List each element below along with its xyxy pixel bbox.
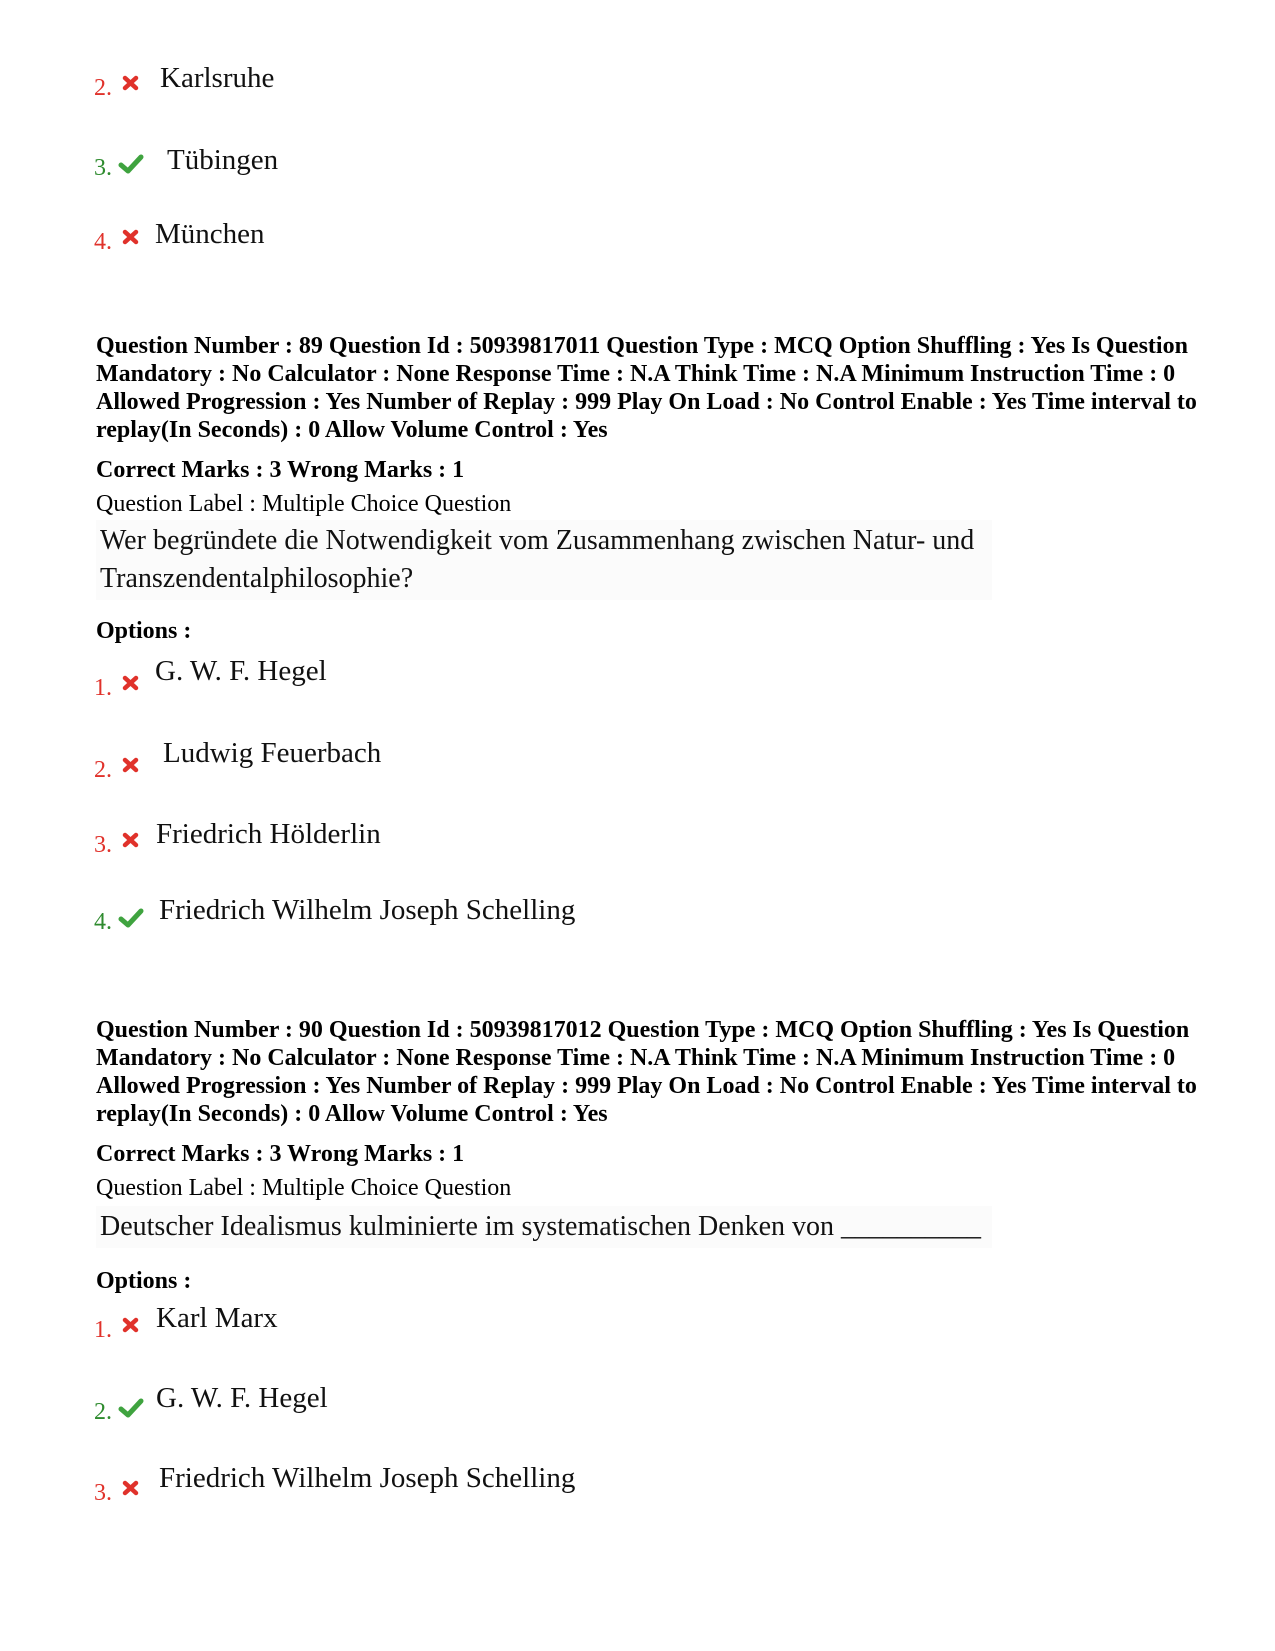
option-number: 1. [94, 675, 112, 701]
option-number: 1. [94, 1317, 112, 1343]
option-text: G. W. F. Hegel [156, 1382, 328, 1414]
option-text: Friedrich Wilhelm Joseph Schelling [159, 894, 576, 926]
option-text: G. W. F. Hegel [155, 655, 327, 687]
option-text: Karl Marx [156, 1302, 278, 1334]
option-number: 3. [94, 1480, 112, 1506]
wrong-mark-icon [120, 1314, 142, 1336]
options-header: Options : [96, 618, 192, 644]
option-number: 2. [94, 757, 112, 783]
question-text: Wer begründete die Notwendigkeit vom Zusammenhang zwischen Natur- und Transzendentalphilosophie? [96, 520, 992, 600]
option-number: 4. [94, 229, 112, 255]
options-header: Options : [96, 1268, 192, 1294]
question-text: Deutscher Idealismus kulminierte im systematischen Denken von __________ [96, 1206, 992, 1248]
question-marks: Correct Marks : 3 Wrong Marks : 1 [96, 1141, 465, 1167]
wrong-mark-icon [120, 829, 142, 851]
option-text: München [155, 218, 265, 250]
question-label: Question Label : Multiple Choice Question [96, 491, 512, 517]
option-number: 2. [94, 75, 112, 101]
option-text: Tübingen [167, 144, 279, 176]
correct-mark-icon [118, 907, 144, 929]
wrong-mark-icon [120, 72, 142, 94]
option-text: Ludwig Feuerbach [163, 737, 382, 769]
correct-mark-icon [118, 1397, 144, 1419]
option-text: Karlsruhe [160, 62, 275, 94]
correct-mark-icon [118, 153, 144, 175]
option-number: 2. [94, 1399, 112, 1425]
option-number: 3. [94, 155, 112, 181]
question-meta: Question Number : 89 Question Id : 50939817011 Question Type : MCQ Option Shuffling : Yes Is Question Mandatory : No Calculator : None Response Time : N.A Think Time : N.A Minimum Instruction Time : 0 Allowed Progression : Yes Number of Replay : 999 Play On Load : No Control Enable : Yes Time interval to replay(In Seconds) : 0 Allow Volume Control : Yes [96, 333, 1197, 443]
option-number: 3. [94, 832, 112, 858]
option-number: 4. [94, 909, 112, 935]
wrong-mark-icon [120, 672, 142, 694]
option-text: Friedrich Wilhelm Joseph Schelling [159, 1462, 576, 1494]
wrong-mark-icon [120, 754, 142, 776]
question-meta: Question Number : 90 Question Id : 50939817012 Question Type : MCQ Option Shuffling : Yes Is Question Mandatory : No Calculator : None Response Time : N.A Think Time : N.A Minimum Instruction Time : 0 Allowed Progression : Yes Number of Replay : 999 Play On Load : No Control Enable : Yes Time interval to replay(In Seconds) : 0 Allow Volume Control : Yes [96, 1017, 1197, 1127]
wrong-mark-icon [120, 226, 142, 248]
wrong-mark-icon [120, 1477, 142, 1499]
question-marks: Correct Marks : 3 Wrong Marks : 1 [96, 457, 465, 483]
question-label: Question Label : Multiple Choice Question [96, 1175, 512, 1201]
option-text: Friedrich Hölderlin [156, 818, 381, 850]
